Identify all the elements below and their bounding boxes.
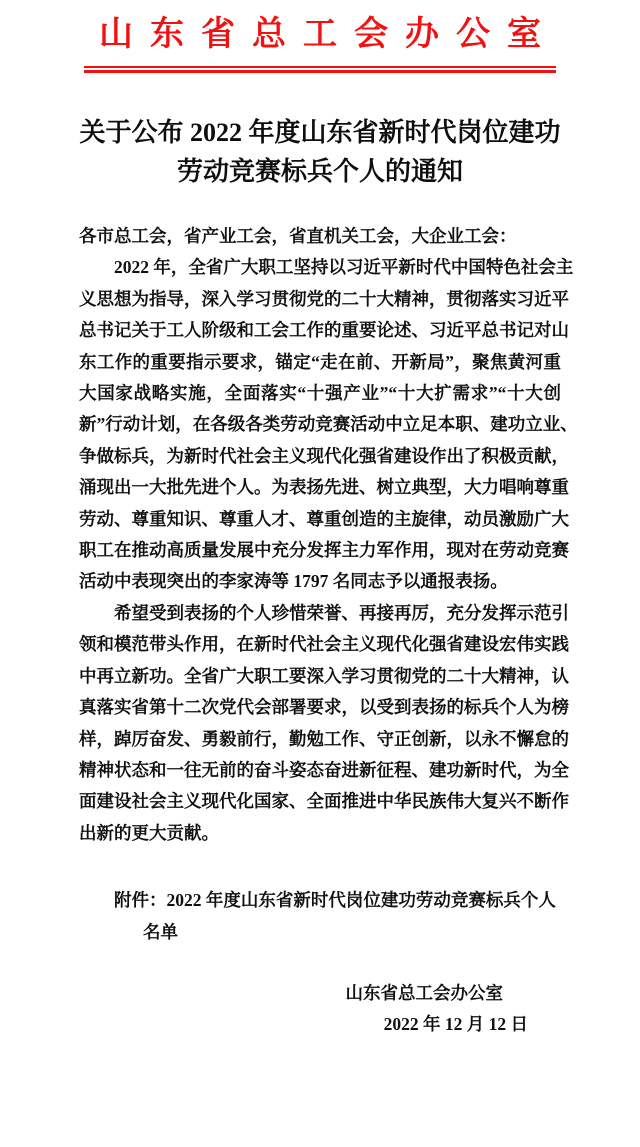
body-line: 义思想为指导，深入学习贯彻党的二十大精神，贯彻落实习近平 xyxy=(79,288,569,309)
body-line: 中再立新功。全省广大职工要深入学习贯彻党的二十大精神，认 xyxy=(79,665,569,686)
signature-block xyxy=(79,978,561,1041)
signature-date: 2022 年 12 月 12 日 xyxy=(383,1014,528,1035)
body-line: 出新的更大贡献。 xyxy=(79,822,219,843)
body-line: 样，踔厉奋发、勇毅前行，勤勉工作、守正创新，以永不懈怠的 xyxy=(79,728,569,749)
body-line: 大国家战略实施，全面落实“十强产业”“十大扩需求”“十大创 xyxy=(79,383,561,404)
body-line: 争做标兵，为新时代社会主义现代化强省建设作出了积极贡献， xyxy=(79,445,569,466)
body-line: 东工作的重要指示要求，锚定“走在前、开新局”，聚焦黄河重 xyxy=(79,351,561,372)
attachment-line1: 附件：2022 年度山东省新时代岗位建功劳动竞赛标兵个人 xyxy=(114,890,556,911)
body-line: 活动中表现突出的李家涛等 1797 名同志予以通报表扬。 xyxy=(79,571,508,592)
attachment-line2: 名单 xyxy=(143,921,178,942)
notice-title-line1: 关于公布 2022 年度山东省新时代岗位建功 xyxy=(79,118,561,147)
body-line: 涌现出一大批先进个人。为表扬先进、树立典型，大力唱响尊重 xyxy=(79,477,569,498)
body-line: 希望受到表扬的个人珍惜荣誉、再接再厉，充分发挥示范引 xyxy=(114,602,569,623)
body-line: 领和模范带头作用，在新时代社会主义现代化强省建设宏伟实践 xyxy=(79,634,569,655)
body-line: 2022 年，全省广大职工坚持以习近平新时代中国特色社会主 xyxy=(114,257,574,278)
notice-title xyxy=(0,113,640,191)
notice-title-line2: 劳动竞赛标兵个人的通知 xyxy=(176,157,463,186)
attachment-note xyxy=(79,885,561,948)
body-line: 职工在推动高质量发展中充分发挥主力军作用，现对在劳动竞赛 xyxy=(79,540,569,561)
body-line: 面建设社会主义现代化国家、全面推进中华民族伟大复兴不断作 xyxy=(79,791,569,812)
body-line: 真落实省第十二次党代会部署要求，以受到表扬的标兵个人为榜 xyxy=(79,697,569,718)
notice-body xyxy=(79,221,578,1041)
body-line: 新”行动计划，在各级各类劳动竞赛活动中立足本职、建功立业、 xyxy=(79,414,578,435)
letterhead-org-name: 山东省总工会办公室 xyxy=(99,16,558,53)
signature-org-name: 山东省总工会办公室 xyxy=(345,982,503,1003)
body-line: 劳动、尊重知识、尊重人才、尊重创造的主旋律，动员激励广大 xyxy=(79,508,569,529)
body-line: 精神状态和一往无前的奋斗姿态奋进新征程、建功新时代，为全 xyxy=(79,759,569,780)
letterhead-divider-rule xyxy=(84,66,556,73)
salutation-line: 各市总工会，省产业工会，省直机关工会，大企业工会： xyxy=(79,226,517,246)
body-line: 总书记关于工人阶级和工会工作的重要论述、习近平总书记对山 xyxy=(79,320,569,341)
